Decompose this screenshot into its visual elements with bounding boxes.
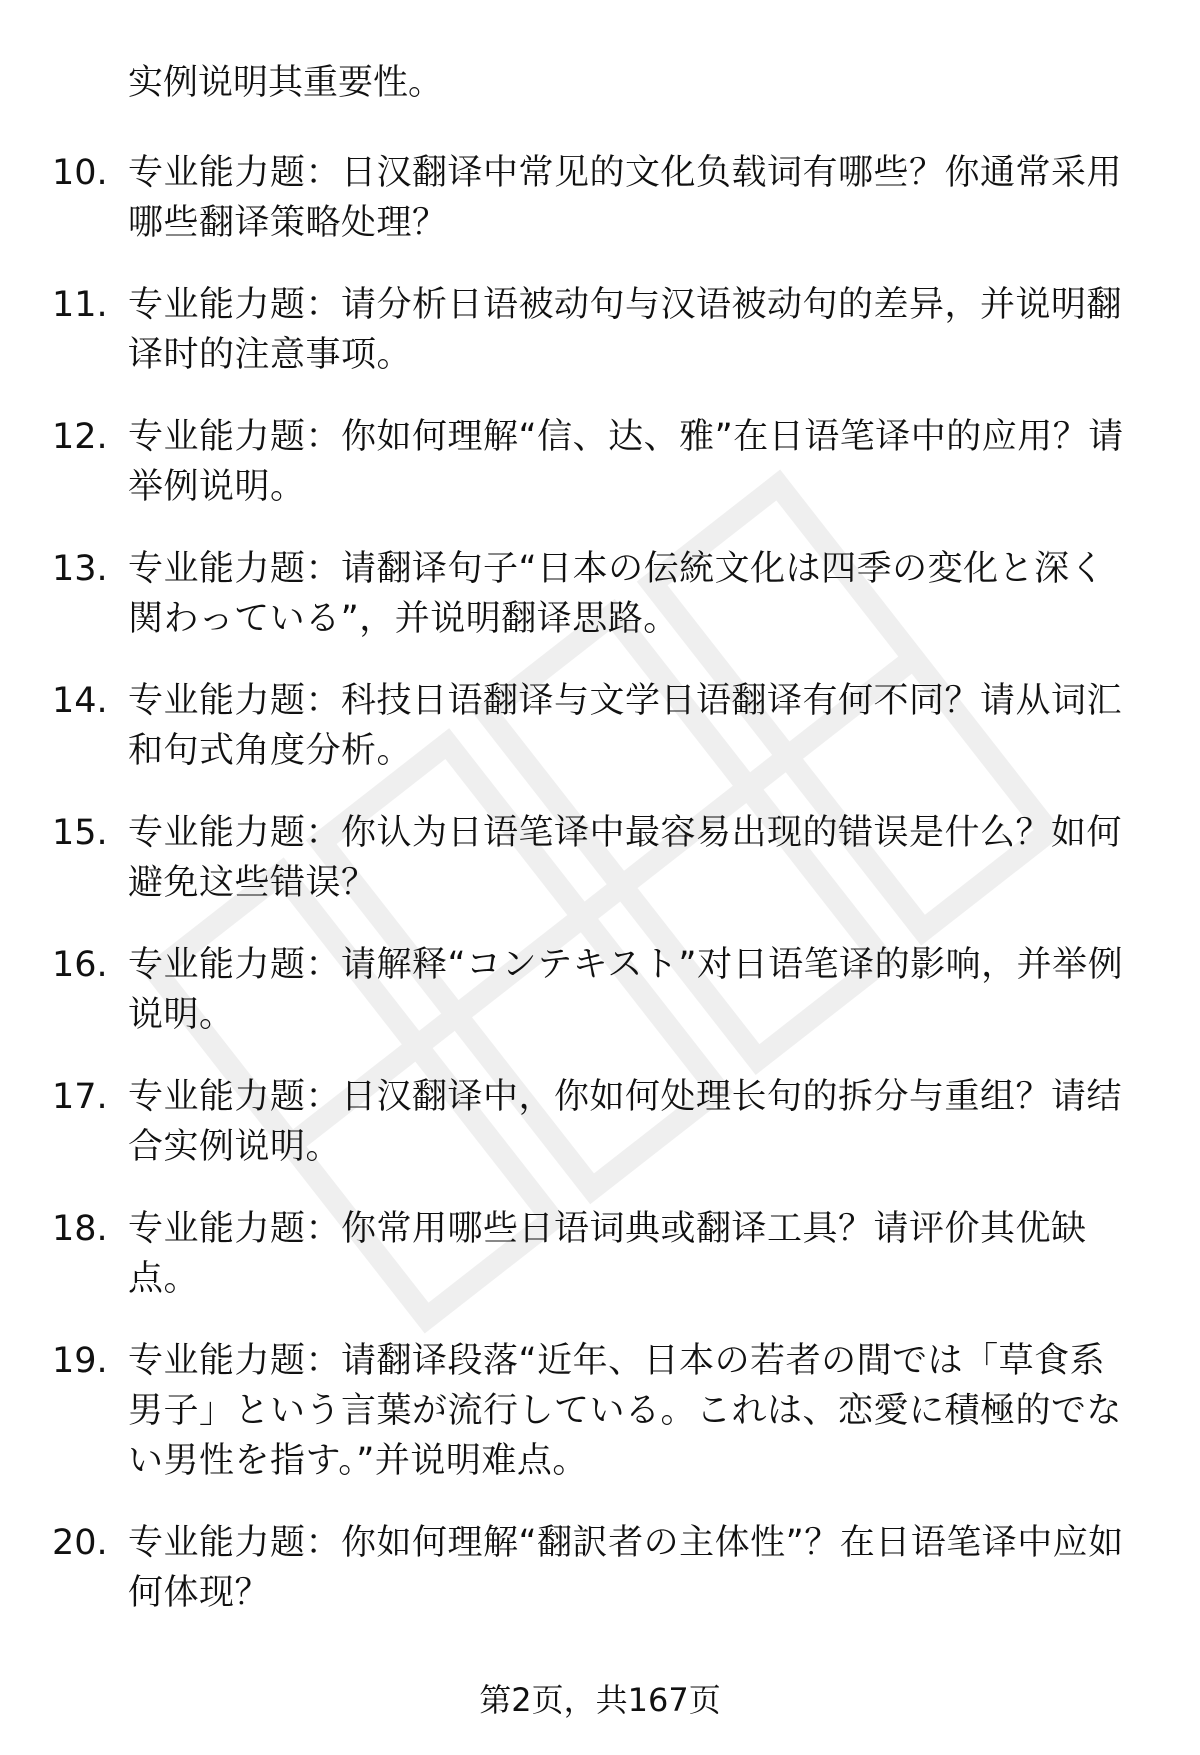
question-text: 专业能力题：你如何理解“翻訳者の主体性”？在日语笔译中应如何体现？ [128,1523,1124,1613]
question-item [0,676,1200,776]
question-item [0,940,1200,1040]
question-number: 10. [52,153,108,193]
question-text: 专业能力题：你认为日语笔译中最容易出现的错误是什么？如何避免这些错误？ [128,813,1123,903]
question-text: 专业能力题：请解释“コンテキスト”对日语笔译的影响，并举例说明。 [128,945,1124,1035]
question-text: 专业能力题：你如何理解“信、达、雅”在日语笔译中的应用？请举例说明。 [128,417,1124,507]
question-text: 专业能力题：日汉翻译中，你如何处理长句的拆分与重组？请结合实例说明。 [128,1077,1123,1167]
question-item [0,544,1200,644]
question-number: 19. [52,1341,108,1381]
question-item [0,808,1200,908]
question-item [0,1518,1200,1618]
question-number: 11. [52,285,108,325]
question-number: 20. [52,1523,108,1563]
question-text: 专业能力题：请翻译句子“日本の伝統文化は四季の変化と深く関わっている”，并说明翻译思路。 [128,549,1106,639]
question-item [0,148,1200,248]
question-list [0,148,1200,1650]
question-item [0,1072,1200,1172]
question-text: 专业能力题：日汉翻译中常见的文化负载词有哪些？你通常采用哪些翻译策略处理？ [128,153,1123,243]
question-item [0,1204,1200,1304]
question-number: 18. [52,1209,108,1249]
question-number: 12. [52,417,108,457]
page-footer: 第2页，共167页 [479,1681,721,1719]
question-number: 14. [52,681,108,721]
question-text: 专业能力题：请翻译段落“近年、日本の若者の間では「草食系男子」という言葉が流行している。これは、恋愛に積極的でない男性を指す。”并说明难点。 [128,1341,1123,1481]
question-number: 16. [52,945,108,985]
question-number: 17. [52,1077,108,1117]
question-text: 专业能力题：请分析日语被动句与汉语被动句的差异，并说明翻译时的注意事项。 [128,285,1123,375]
question-item [0,412,1200,512]
question-item [0,280,1200,380]
question-text: 专业能力题：你常用哪些日语词典或翻译工具？请评价其优缺点。 [128,1209,1087,1299]
question-number: 13. [52,549,108,589]
question-text: 专业能力题：科技日语翻译与文学日语翻译有何不同？请从词汇和句式角度分析。 [128,681,1123,771]
question-item [0,1336,1200,1486]
continuation-text: 实例说明其重要性。 [128,63,444,103]
question-number: 15. [52,813,108,853]
